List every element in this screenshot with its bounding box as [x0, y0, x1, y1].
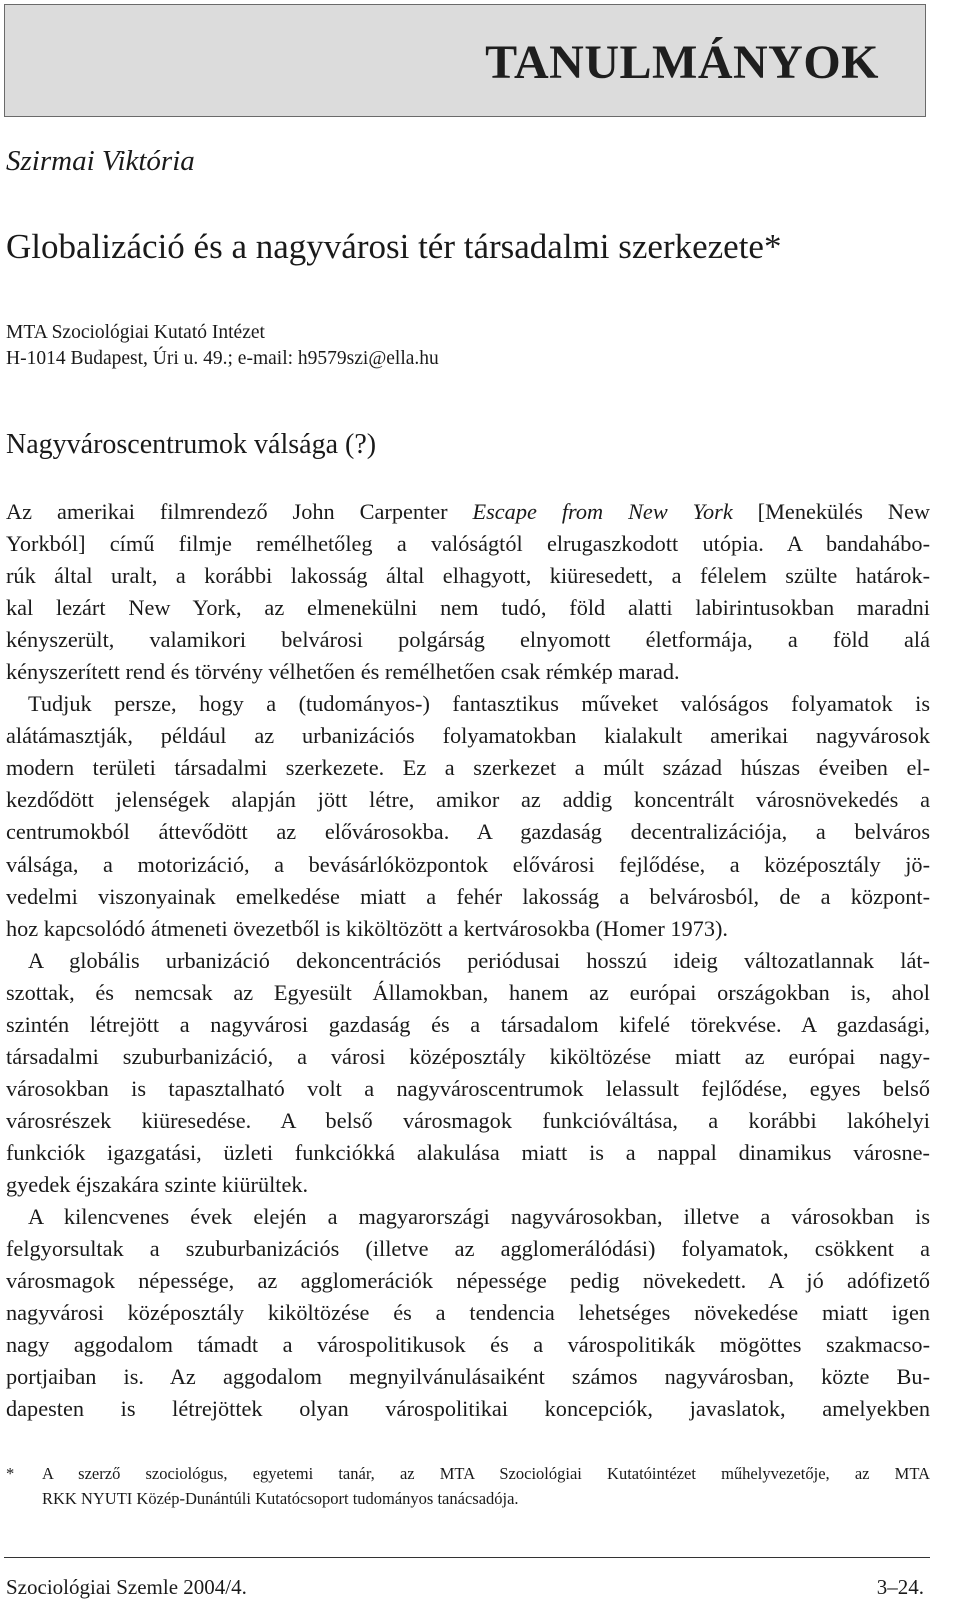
body-line: portjaiban is. Az aggodalom megnyilvánulásaiként számos nagyvárosban, közte Bu-: [6, 1364, 930, 1390]
section-heading: Nagyvároscentrumok válsága (?): [6, 429, 377, 460]
footnote-line: RKK NYUTI Közép-Dunántúli Kutatócsoport tudományos tanácsadója.: [42, 1489, 519, 1508]
footnote-text: [42, 1461, 930, 1511]
footnote-line: A szerző szociológus, egyetemi tanár, az MTA Szociológiai Kutatóintézet műhelyvezetője, az MTA: [42, 1464, 930, 1483]
body-line: Yorkból] című filmje remélhetőleg a valóságtól elrugaszkodott utópia. A bandahábo-: [6, 531, 930, 557]
body-line: társadalmi szuburbanizáció, a városi középosztály kiköltözése miatt az európai nagy-: [6, 1043, 930, 1069]
author-name: Szirmai Viktória: [6, 145, 195, 177]
footer-divider: [4, 1557, 930, 1558]
body-line: alátámasztják, például az urbanizációs folyamatokban kialakult amerikai nagyvárosok: [6, 723, 930, 749]
article-body: [6, 496, 930, 1425]
body-line: A globális urbanizáció dekoncentrációs periódusai hosszú ideig változatlannak lát-: [28, 947, 930, 973]
page-range: 3–24.: [876, 1575, 924, 1599]
body-line: funkciók igazgatási, üzleti funkciókká alakulása miatt is a nappal dinamikus városne-: [6, 1139, 930, 1165]
body-line: városrészek kiüresedése. A belső városmagok funkcióváltása, a korábbi lakóhelyi: [6, 1107, 930, 1133]
body-line: Tudjuk persze, hogy a (tudományos-) fantasztikus műveket valóságos folyamatok is: [28, 691, 930, 717]
body-line: dapesten is létrejöttek olyan várospolitikai koncepciók, javaslatok, amelyekben: [6, 1396, 930, 1422]
body-line: centrumokból áttevődött az elővárosokba. A gazdaság decentralizációja, a belváros: [6, 819, 930, 845]
affiliation-institute: MTA Szociológiai Kutató Intézet: [6, 322, 265, 343]
body-line: hoz kapcsolódó átmeneti övezetből is kiköltözött a kertvárosokba (Homer 1973).: [6, 915, 728, 941]
body-line: kényszerült, valamikori belvárosi polgárság elnyomott életformája, a föld alá: [6, 627, 930, 653]
body-line: városokban is tapasztalható volt a nagyvároscentrumok lelassult fejlődése, egyes belső: [6, 1075, 930, 1101]
article-title: Globalizáció és a nagyvárosi tér társadalmi szerkezete*: [6, 227, 782, 266]
footnote: [6, 1461, 930, 1511]
body-line: kal lezárt New York, az elmenekülni nem tudó, föld alatti labirintusokban maradni: [6, 595, 930, 621]
journal-citation: Szociológiai Szemle 2004/4.: [6, 1575, 247, 1599]
film-title: Escape from New York: [472, 499, 733, 524]
body-line: modern területi társadalmi szerkezete. Ez a szerkezet a múlt század húszas éveiben el-: [6, 755, 930, 781]
body-line: gyedek éjszakára szinte kiürültek.: [6, 1171, 309, 1197]
body-line: felgyorsultak a szuburbanizációs (illetve az agglomerálódási) folyamatok, csökkent a: [6, 1236, 930, 1262]
body-line: városmagok népessége, az agglomerációk népessége pedig növekedett. A jó adófizető: [6, 1268, 930, 1294]
body-line: rúk által uralt, a korábbi lakosság által elhagyott, kiüresedett, a félelem szülte határok-: [6, 563, 930, 589]
affiliation-address: H-1014 Budapest, Úri u. 49.; e-mail: h9579szi@ella.hu: [6, 348, 439, 369]
body-line: nagyvárosi középosztály kiköltözése és a tendencia lehetséges növekedése miatt igen: [6, 1300, 930, 1326]
body-text-segment: Az amerikai filmrendező John Carpenter: [6, 499, 473, 524]
author-affiliation: [6, 320, 439, 372]
body-text-segment: [Menekülés New: [732, 499, 930, 524]
body-line: szintén létrejött a nagyvárosi gazdaság és a társadalom kifelé törekvése. A gazdasági,: [6, 1011, 930, 1037]
body-line: nagy aggodalom támadt a várospolitikusok és a várospolitikák mögöttes szakmacso-: [6, 1332, 930, 1358]
body-line: szottak, és nemcsak az Egyesült Államokban, hanem az európai országokban is, ahol: [6, 979, 930, 1005]
body-line: [6, 496, 930, 528]
body-line: válsága, a motorizáció, a bevásárlóközpontok elővárosi fejlődése, a középosztály jö-: [6, 851, 930, 877]
section-title: TANULMÁNYOK: [485, 36, 879, 89]
footnote-mark: *: [6, 1464, 15, 1483]
body-line: kényszerített rend és törvény vélhetően és remélhetően csak rémkép marad.: [6, 659, 680, 685]
body-line: A kilencvenes évek elején a magyarországi nagyvárosokban, illetve a városokban is: [28, 1204, 930, 1230]
section-header-box: [4, 4, 926, 117]
body-line: kezdődött jelenségek alapján jött létre, amikor az addig koncentrált városnövekedés a: [6, 787, 930, 813]
body-line: vedelmi viszonyainak emelkedése miatt a fehér lakosság a belvárosból, de a központ-: [6, 883, 930, 909]
